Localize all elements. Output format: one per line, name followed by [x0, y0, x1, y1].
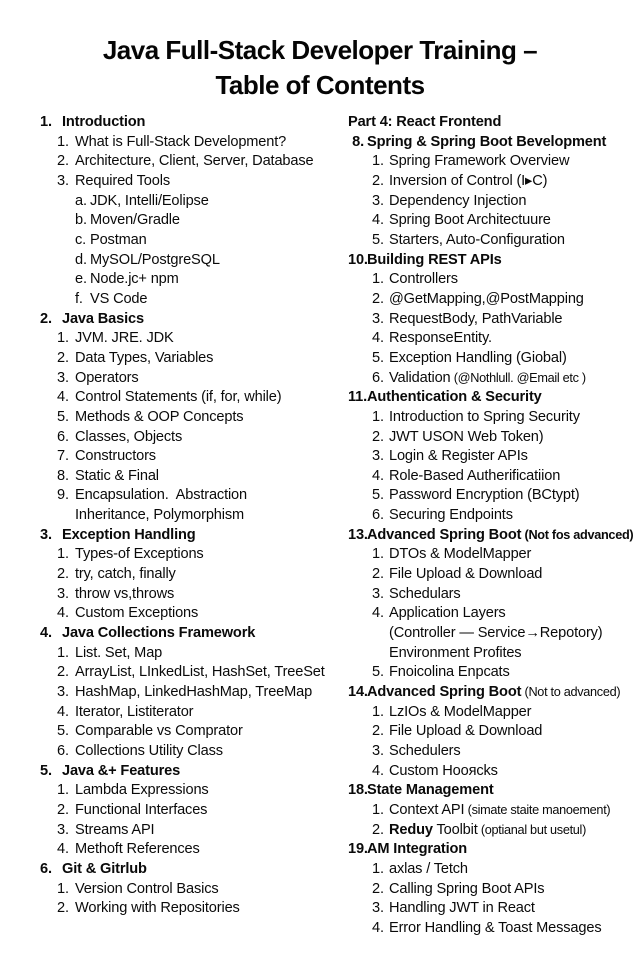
toc-item	[337, 270, 640, 290]
toc-item	[40, 644, 340, 664]
item-text: Inversion of Control (I▸C)	[389, 172, 548, 189]
item-text: Part 4: React Frontend	[348, 114, 502, 130]
item-marker: c.	[75, 231, 87, 248]
item-text: Login & Register APIs	[389, 448, 528, 465]
item-annotation: (Not to advanced)	[521, 685, 621, 700]
item-marker: 1.	[57, 644, 69, 661]
item-text: File Upload & Download	[389, 723, 543, 740]
toc-item	[337, 742, 640, 762]
toc-item	[337, 624, 640, 644]
toc-item	[337, 604, 640, 624]
item-text: axlas / Tetch	[389, 860, 468, 877]
toc-item	[337, 192, 640, 212]
item-annotation: (optianal but usetul)	[477, 822, 587, 837]
item-marker: 2.	[57, 349, 69, 366]
item-text: MySOL/PostgreSQL	[90, 251, 220, 268]
item-marker: 6.	[40, 860, 52, 877]
item-text: Exception Handling (Giobal)	[389, 349, 567, 366]
toc-item	[40, 663, 340, 683]
item-marker: 5.	[372, 487, 384, 504]
toc-part-header	[337, 113, 640, 133]
toc-item	[337, 329, 640, 349]
item-text: File Upload & Download	[389, 566, 543, 583]
toc-item	[337, 408, 640, 428]
item-marker: 2.	[372, 172, 384, 189]
item-marker: 2.	[372, 290, 384, 307]
toc-item	[337, 545, 640, 565]
toc-item	[40, 447, 340, 467]
item-marker: 3.	[57, 585, 69, 602]
toc-item	[337, 310, 640, 330]
item-marker: 4.	[372, 762, 384, 779]
toc-item	[40, 270, 340, 290]
item-text: Classes, Objects	[75, 428, 183, 445]
item-marker: f.	[75, 290, 83, 307]
item-text: Dependency Injection	[389, 192, 527, 209]
item-marker: 1.	[57, 880, 69, 897]
toc-item	[40, 565, 340, 585]
toc-item	[40, 703, 340, 723]
item-marker: 18.	[348, 782, 368, 799]
item-marker: 4.	[57, 841, 69, 858]
item-marker: 4.	[57, 389, 69, 406]
toc-item	[40, 172, 340, 192]
toc-item	[40, 585, 340, 605]
item-text: Securing Endpoints	[389, 507, 513, 524]
toc-section-heading	[40, 762, 340, 782]
toc-item	[40, 428, 340, 448]
item-text: Calling Spring Boot APIs	[389, 880, 545, 897]
item-marker: 2.	[372, 566, 384, 583]
item-text: Spring & Spring Boot Bevelopment	[367, 133, 607, 150]
toc-section-heading	[40, 526, 340, 546]
item-marker: 5.	[372, 231, 384, 248]
item-text: Custom Exceptions	[75, 605, 199, 622]
item-marker: 1.	[40, 114, 52, 130]
item-marker: 4.	[57, 703, 69, 720]
toc-section-heading	[40, 624, 340, 644]
item-marker: 5.	[40, 762, 52, 779]
toc-item	[40, 899, 340, 919]
toc-item	[40, 467, 340, 487]
item-marker: 4.	[372, 605, 384, 622]
item-text: DTOs & ModelMapper	[389, 546, 532, 563]
toc-item	[337, 290, 640, 310]
item-marker: 11.	[348, 389, 368, 406]
toc-item	[337, 428, 640, 448]
item-annotation: (@Nothlull. @Email etc )	[450, 370, 586, 385]
item-marker: 4.	[372, 330, 384, 347]
toc-item	[337, 349, 640, 369]
toc-item	[40, 722, 340, 742]
item-text: Working with Repositories	[75, 900, 240, 917]
item-marker: 1.	[372, 703, 384, 720]
toc-item	[337, 486, 640, 506]
item-marker: 6.	[57, 743, 69, 759]
item-marker: 6.	[372, 369, 384, 386]
toc-item	[40, 133, 340, 153]
item-marker: 1.	[372, 153, 384, 170]
item-text: Git & Gitrlub	[62, 860, 147, 877]
item-marker: 3.	[372, 585, 384, 602]
toc-item	[337, 231, 640, 251]
item-text: JDK, Intelli/Eolipse	[90, 192, 209, 209]
item-text: Reduy Toolbit (optianal but usetul)	[389, 821, 587, 838]
item-text: Postman	[90, 231, 147, 248]
item-text: Control Statements (if, for, while)	[75, 389, 282, 406]
toc-item	[337, 644, 640, 664]
item-text: Architecture, Client, Server, Database	[75, 153, 314, 170]
item-marker: 6.	[57, 428, 69, 445]
item-text: Comparable vs Comprator	[75, 723, 243, 740]
item-marker: 2.	[57, 566, 69, 583]
toc-item	[40, 506, 340, 526]
toc-section-heading	[337, 781, 640, 801]
item-text: Java Collections Framework	[62, 625, 256, 642]
toc-section-heading	[40, 113, 340, 133]
item-marker: 4.	[57, 605, 69, 622]
item-text: @GetMapping,@PostMapping	[389, 290, 584, 307]
item-text: Iterator, Listiterator	[75, 703, 194, 720]
toc-item	[337, 801, 640, 821]
item-marker: 10.	[348, 251, 368, 268]
item-marker: 6.	[372, 507, 384, 524]
item-text: Inheritance, Polymorphism	[75, 507, 245, 524]
item-text: Operators	[75, 369, 139, 386]
toc-item	[40, 369, 340, 389]
item-marker: 2.	[57, 664, 69, 681]
item-text: Schedulers	[389, 743, 461, 759]
toc-item	[40, 880, 340, 900]
toc-section-heading	[40, 860, 340, 880]
toc-item	[40, 683, 340, 703]
item-text: try, catch, finally	[75, 566, 176, 583]
item-marker: 3.	[372, 310, 384, 327]
toc-section-heading	[337, 133, 640, 153]
toc-item	[337, 899, 640, 919]
item-text: Static & Final	[75, 467, 159, 484]
item-annotation: (Not fos advanced)	[521, 527, 634, 542]
item-marker: 3.	[57, 821, 69, 838]
item-text: State Management	[367, 782, 494, 799]
toc-item	[337, 172, 640, 192]
item-text: Handling JWT in React	[389, 900, 535, 917]
toc-item	[40, 545, 340, 565]
page-title-line1: Java Full-Stack Developer Training –	[102, 35, 538, 65]
item-marker: 1.	[57, 546, 69, 563]
item-marker: 4.	[372, 212, 384, 229]
item-marker: 3.	[57, 369, 69, 386]
toc-item	[337, 762, 640, 782]
item-text: Types-of Exceptions	[75, 546, 204, 563]
toc-item	[40, 801, 340, 821]
item-text: Authentication & Security	[367, 389, 542, 406]
item-text: ArrayList, LInkedList, HashSet, TreeSet	[75, 664, 325, 681]
item-marker: a.	[75, 192, 87, 209]
item-text: Spring Boot Architectuure	[389, 212, 551, 229]
item-text: LzIOs & ModelMapper	[389, 703, 532, 720]
toc-item	[40, 486, 340, 506]
item-marker: 1.	[372, 271, 384, 288]
item-marker: 1.	[57, 782, 69, 799]
toc-item	[40, 192, 340, 212]
item-marker: 13.	[348, 526, 368, 543]
item-marker: 4.	[40, 625, 52, 642]
item-text: Moven/Gradle	[90, 212, 180, 229]
toc-section-heading	[337, 251, 640, 271]
item-text: Validation (@Nothlull. @Email etc )	[389, 369, 586, 386]
item-marker: 5.	[57, 723, 69, 740]
item-annotation: (simate staite manoement)	[464, 802, 611, 817]
item-text: Application Layers	[389, 605, 506, 622]
item-text: Controllers	[389, 271, 458, 288]
item-marker: 3.	[372, 900, 384, 917]
item-marker: 5.	[57, 408, 69, 425]
toc-column-left	[40, 113, 340, 919]
page-title-line2: Table of Contents	[215, 70, 425, 100]
item-marker: 1.	[57, 133, 69, 150]
toc-item	[40, 290, 340, 310]
toc-item	[40, 251, 340, 271]
item-text: HashMap, LinkedHashMap, TreeMap	[75, 684, 313, 701]
toc-section-heading	[40, 310, 340, 330]
item-marker: 2.	[57, 900, 69, 917]
item-text: Schedulars	[389, 585, 461, 602]
item-text: Spring Framework Overview	[389, 153, 570, 170]
item-text-bold: Reduy	[389, 821, 433, 838]
page-title	[0, 33, 640, 103]
toc-section-heading	[337, 388, 640, 408]
toc-item	[40, 349, 340, 369]
item-text: Java Basics	[62, 310, 144, 327]
item-marker: 3.	[372, 192, 384, 209]
toc-item	[40, 152, 340, 172]
toc-item	[337, 663, 640, 683]
item-text: Encapsulation. Abstraction	[75, 487, 247, 504]
toc-item	[40, 840, 340, 860]
item-text: JWT USON Web Token)	[389, 428, 544, 445]
item-text: ResponseEntity.	[389, 330, 492, 347]
item-text: Functional Interfaces	[75, 801, 208, 818]
toc-section-heading	[337, 840, 640, 860]
item-text: Lambda Expressions	[75, 782, 209, 799]
toc-item	[337, 506, 640, 526]
toc-item	[337, 722, 640, 742]
item-text: Methoft References	[75, 841, 200, 858]
item-text: Building REST APIs	[367, 251, 502, 268]
toc-item	[337, 467, 640, 487]
item-marker: d.	[75, 251, 87, 268]
item-marker: 2.	[57, 801, 69, 818]
item-marker: 1.	[372, 860, 384, 877]
toc-item	[40, 211, 340, 231]
item-marker: 2.	[372, 821, 384, 838]
item-marker: 1.	[57, 330, 69, 347]
toc-item	[337, 860, 640, 880]
toc-item	[40, 742, 340, 762]
toc-item	[337, 821, 640, 841]
item-text: Introduction to Spring Security	[389, 408, 580, 425]
item-text: Advanced Spring Boot (Not fos advanced)	[367, 526, 634, 543]
toc-item	[40, 408, 340, 428]
item-marker: 3.	[57, 172, 69, 189]
item-text: AM Integration	[367, 841, 468, 858]
toc-item	[337, 369, 640, 389]
toc-section-heading	[337, 526, 640, 546]
toc-item	[337, 565, 640, 585]
item-text: Fnoicolina Enpcats	[389, 664, 510, 681]
toc-item	[40, 781, 340, 801]
item-marker: 14.	[348, 684, 368, 701]
item-text: Password Encryption (BCtypt)	[389, 487, 580, 504]
item-text: Collections Utility Class	[75, 743, 223, 759]
item-marker: 9.	[57, 487, 69, 504]
item-text: Error Handling & Toast Messages	[389, 919, 602, 936]
item-marker: 3.	[372, 743, 384, 759]
item-marker: e.	[75, 271, 87, 288]
toc-item	[337, 447, 640, 467]
item-text: Required Tools	[75, 172, 170, 189]
item-text: List. Set, Map	[75, 644, 163, 661]
item-text: Starters, Auto-Configuration	[389, 231, 565, 248]
item-text: throw vs,throws	[75, 585, 175, 602]
item-marker: 2.	[40, 310, 52, 327]
item-marker: 1.	[372, 546, 384, 563]
item-marker: 5.	[372, 349, 384, 366]
item-text: Streams API	[75, 821, 155, 838]
item-text: Context API (simate staite manoement)	[389, 801, 611, 818]
item-marker: 7.	[57, 448, 69, 465]
toc-item	[337, 703, 640, 723]
toc-item	[40, 388, 340, 408]
item-marker: 8.	[57, 467, 69, 484]
item-marker: 5.	[372, 664, 384, 681]
item-text: JVM. JRE. JDK	[75, 330, 174, 347]
item-marker: 1.	[372, 408, 384, 425]
item-text: VS Code	[90, 290, 148, 307]
item-text: Data Types, Variables	[75, 349, 214, 366]
toc-section-heading	[337, 683, 640, 703]
item-text: Introduction	[62, 114, 146, 130]
item-text: Advanced Spring Boot (Not to advanced)	[367, 684, 621, 701]
toc-item	[337, 585, 640, 605]
toc-item	[40, 604, 340, 624]
toc-column-right	[337, 113, 640, 939]
toc-item	[337, 880, 640, 900]
item-marker: 3.	[57, 684, 69, 701]
item-marker: 3.	[40, 526, 52, 543]
item-text: What is Full-Stack Development?	[75, 133, 287, 150]
toc-item	[40, 821, 340, 841]
item-text: (Controller — Service→Repotory)	[389, 625, 603, 642]
toc-item	[40, 231, 340, 251]
item-marker: 19.	[348, 841, 368, 858]
item-text: Environment Profites	[389, 644, 522, 661]
item-marker: 1.	[372, 801, 384, 818]
item-text: RequestBody, PathVariable	[389, 310, 563, 327]
toc-item	[337, 919, 640, 939]
item-marker: 8.	[352, 133, 364, 150]
item-marker: 4.	[372, 919, 384, 936]
item-marker: 3.	[372, 448, 384, 465]
item-text: Version Control Basics	[75, 880, 219, 897]
item-marker: 4.	[372, 467, 384, 484]
item-marker: 2.	[372, 880, 384, 897]
item-marker: 2.	[57, 153, 69, 170]
item-marker: b.	[75, 212, 87, 229]
item-text: Custom Hooяcks	[389, 762, 498, 779]
item-text: Java &+ Features	[62, 762, 181, 779]
toc-item	[40, 329, 340, 349]
item-marker: 2.	[372, 428, 384, 445]
item-marker: 2.	[372, 723, 384, 740]
item-text: Exception Handling	[62, 526, 196, 543]
toc-item	[337, 211, 640, 231]
item-text: Node.jc+ npm	[90, 271, 179, 288]
item-text: Constructors	[75, 448, 156, 465]
item-text: Role-Based Autherificatiion	[389, 467, 561, 484]
toc-item	[337, 152, 640, 172]
item-text: Methods & OOP Concepts	[75, 408, 244, 425]
